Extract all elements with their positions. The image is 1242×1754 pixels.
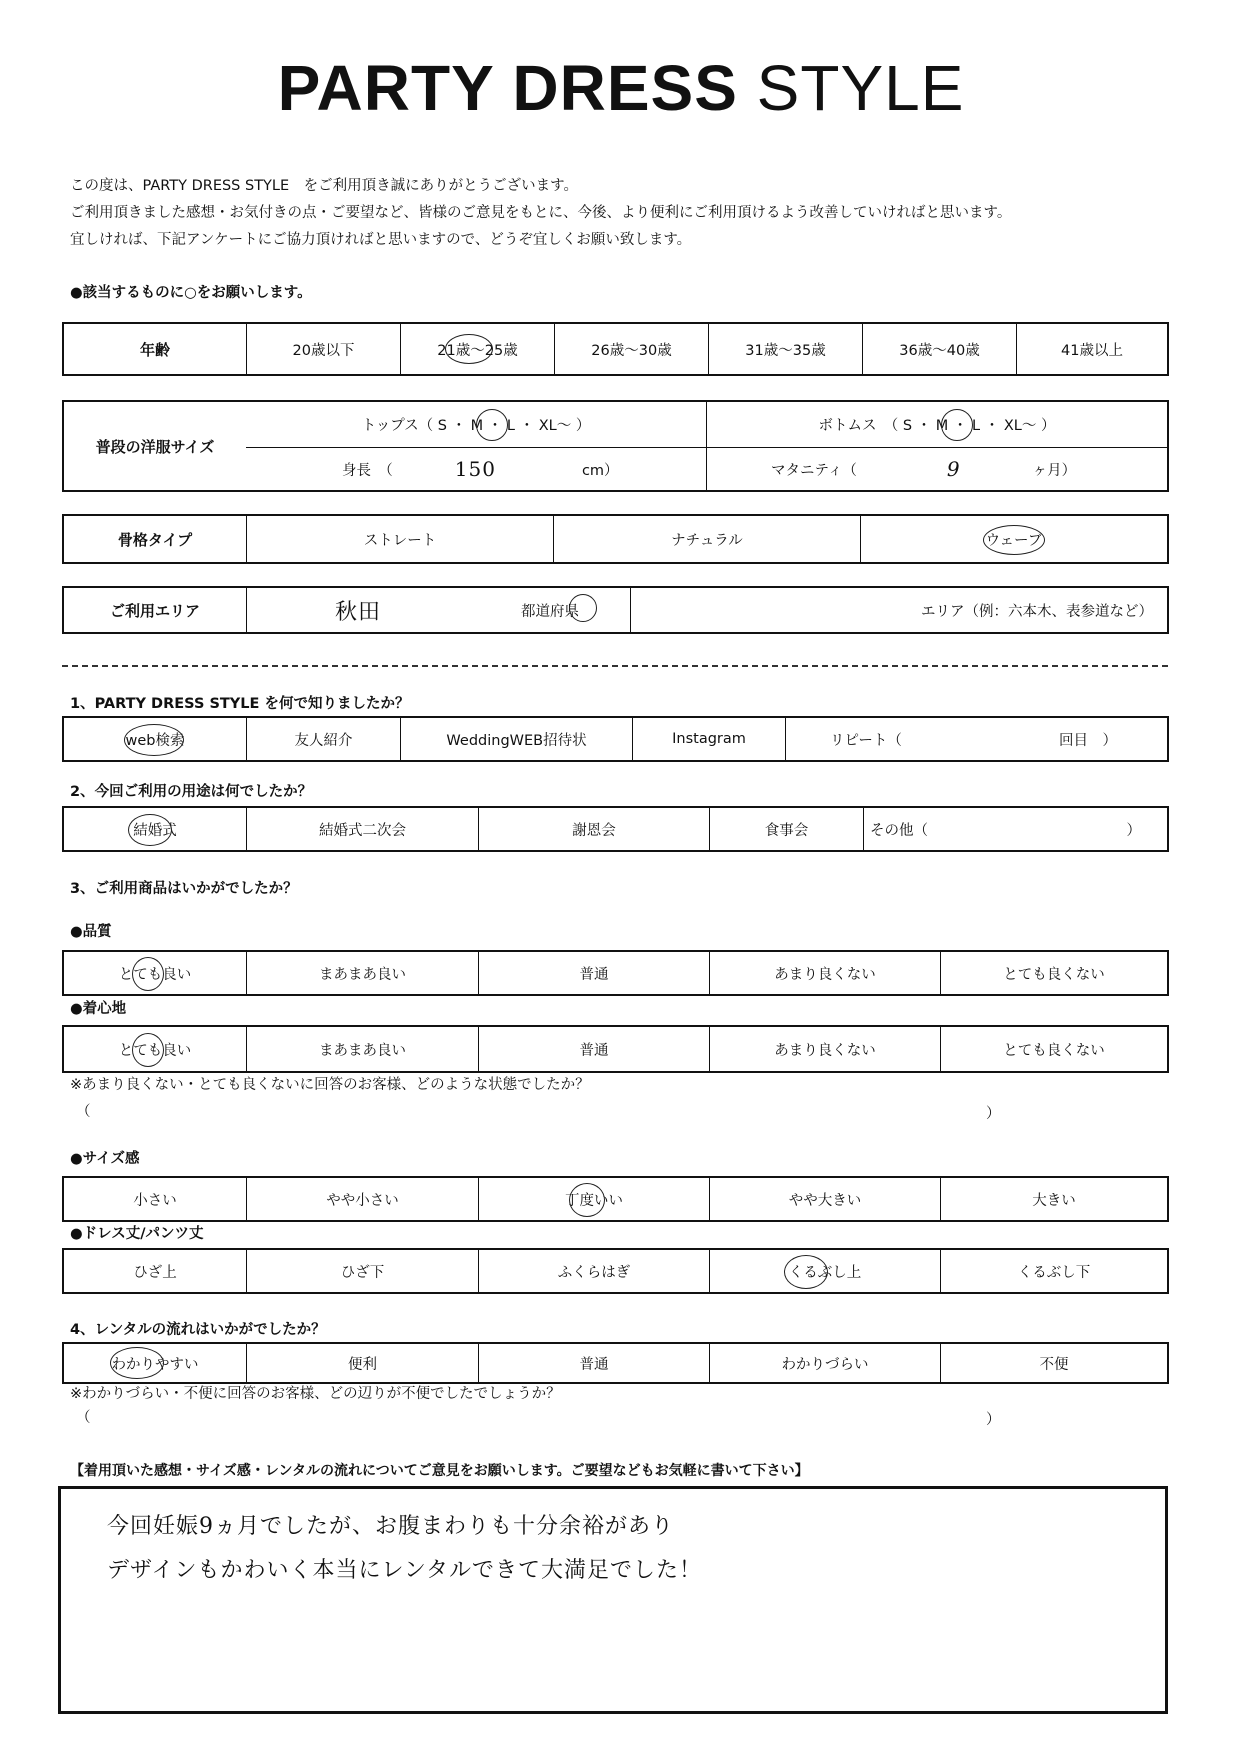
comfort-option-2[interactable]: まあまあ良い [246, 1027, 478, 1071]
logo-bold: PARTY DRESS [277, 52, 738, 124]
quality-label: ●品質 [70, 924, 112, 940]
selection-circle [476, 409, 508, 441]
comfort-note-close-paren: ） [986, 1106, 1001, 1122]
maternity-field[interactable] [706, 447, 1167, 490]
q4-table [62, 1342, 1169, 1384]
q1-repeat-label: リピート（ [830, 732, 902, 749]
maternity-label: マタニティ（ [771, 462, 857, 479]
q4-note: ※わかりづらい・不便に回答のお客様、どの辺りが不便でしたでしょうか？ [70, 1386, 561, 1402]
height-value: 150 [454, 457, 496, 481]
comfort-label: ●着心地 [70, 1001, 127, 1017]
q2-other-label: その他（ [870, 822, 928, 839]
q2-option-wedding-label: 結婚式 [133, 822, 177, 839]
length-option-4[interactable] [709, 1250, 940, 1292]
comments-title: 【着用頂いた感想・サイズ感・レンタルの流れについてご意見をお願いします。ご要望などもお気軽に書いて下さい】 [70, 1463, 809, 1479]
comfort-option-1-label: とても良い [118, 1042, 192, 1059]
age-option-2-label: 21歳～25歳 [437, 342, 518, 359]
q4-option-1-label: わかりやすい [111, 1356, 199, 1373]
fit-option-4[interactable]: やや大きい [709, 1178, 940, 1220]
selection-circle [941, 409, 973, 441]
age-option-5[interactable]: 36歳～40歳 [862, 324, 1016, 374]
length-table [62, 1248, 1169, 1294]
quality-table [62, 950, 1169, 996]
size-table [62, 400, 1169, 492]
length-option-1[interactable]: ひざ上 [133, 1264, 177, 1281]
height-field[interactable] [246, 447, 706, 490]
q4-option-3[interactable]: 普通 [478, 1344, 709, 1382]
selection-circle [128, 814, 172, 846]
body-type-natural[interactable]: ナチュラル [553, 516, 860, 562]
height-label: 身長 （ [342, 462, 393, 479]
bottoms-size-field[interactable] [706, 402, 1167, 447]
q2-option-dinner[interactable]: 食事会 [709, 808, 863, 850]
selection-circle [569, 594, 597, 622]
prefecture-value: 秋田 [335, 599, 382, 625]
fit-option-2[interactable]: やや小さい [246, 1178, 478, 1220]
prefecture-suffix [521, 600, 579, 621]
age-option-1[interactable]: 20歳以下 [246, 324, 400, 374]
comment-line-1: 今回妊娠9ヵ月でしたが、お腹まわりも十分余裕があり [107, 1514, 674, 1539]
selection-circle [445, 334, 493, 364]
q1-option-web-search[interactable] [64, 718, 246, 760]
body-type-wave[interactable] [860, 516, 1167, 562]
comfort-note: ※あまり良くない・とても良くないに回答のお客様、どのような状態でしたか？ [70, 1077, 590, 1093]
q3-title: 3、ご利用商品はいかがでしたか？ [70, 881, 298, 897]
q1-option-wedding-web[interactable]: WeddingWEB招待状 [400, 718, 632, 760]
maternity-unit: ヶ月） [1032, 462, 1077, 479]
q4-option-4[interactable]: わかりづらい [709, 1344, 940, 1382]
fit-option-1[interactable]: 小さい [133, 1192, 177, 1209]
length-option-4-label: くるぶし上 [788, 1264, 862, 1281]
q4-option-5[interactable]: 不便 [940, 1344, 1167, 1382]
quality-option-2[interactable]: まあまあ良い [246, 952, 478, 994]
brand-logo [0, 52, 1242, 124]
quality-option-4[interactable]: あまり良くない [709, 952, 940, 994]
q2-table [62, 806, 1169, 852]
q1-option-friend[interactable]: 友人紹介 [246, 718, 400, 760]
length-label: ●ドレス丈/パンツ丈 [70, 1226, 204, 1242]
comfort-option-1[interactable] [64, 1027, 246, 1071]
intro-line-1: この度は、PARTY DRESS STYLE をご利用頂き誠にありがとうございます。 [70, 178, 578, 194]
age-option-4[interactable]: 31歳～35歳 [708, 324, 862, 374]
q2-option-thanks-party[interactable]: 謝恩会 [478, 808, 709, 850]
selection-circle [132, 1033, 164, 1067]
q1-option-instagram[interactable]: Instagram [632, 718, 785, 760]
height-unit: cm） [581, 462, 619, 479]
body-type-table [62, 514, 1169, 564]
selection-circle [784, 1255, 828, 1289]
length-option-2[interactable]: ひざ下 [246, 1250, 478, 1292]
instruction: ●該当するものに○をお願いします。 [70, 285, 312, 301]
age-option-3[interactable]: 26歳～30歳 [554, 324, 708, 374]
comment-line-2: デザインもかわいく本当にレンタルできて大満足でした！ [107, 1558, 703, 1583]
fit-option-3[interactable] [478, 1178, 709, 1220]
separator-dashed [62, 665, 1168, 667]
q1-repeat-count-suffix: 回目 ） [1059, 732, 1117, 749]
fit-table [62, 1176, 1169, 1222]
body-type-straight[interactable]: ストレート [246, 516, 553, 562]
q4-option-1[interactable] [64, 1344, 246, 1382]
age-table [62, 322, 1169, 376]
comfort-table [62, 1025, 1169, 1073]
q1-title: 1、PARTY DRESS STYLE を何で知りましたか？ [70, 696, 410, 712]
age-option-2[interactable] [400, 324, 554, 374]
intro-line-2: ご利用頂きました感想・お気付きの点・ご要望など、皆様のご意見をもとに、今後、より便利にご利用頂けるよう改善していければと思います。 [70, 205, 1012, 221]
q2-other-close: ） [1126, 822, 1141, 839]
fit-option-5[interactable]: 大きい [940, 1178, 1167, 1220]
area-header: ご利用エリア [109, 601, 200, 620]
age-header: 年齢 [139, 340, 170, 359]
quality-option-1-label: とても良い [118, 966, 192, 983]
q2-title: 2、今回ご利用の用途は何でしたか？ [70, 784, 313, 800]
q2-option-after-party[interactable]: 結婚式二次会 [246, 808, 478, 850]
q4-option-2[interactable]: 便利 [246, 1344, 478, 1382]
tops-size-field[interactable] [246, 402, 706, 447]
size-header: 普段の洋服サイズ [95, 437, 215, 456]
quality-option-3[interactable]: 普通 [478, 952, 709, 994]
q2-option-other[interactable] [863, 808, 1167, 850]
selection-circle [983, 525, 1045, 555]
maternity-value: 9 [946, 457, 961, 481]
quality-option-5[interactable]: とても良くない [940, 952, 1167, 994]
comments-box[interactable] [58, 1486, 1168, 1714]
selection-circle [132, 957, 164, 991]
q1-option-web-search-label: web検索 [125, 732, 185, 749]
q1-table [62, 716, 1169, 762]
length-option-3[interactable]: ふくらはぎ [478, 1250, 709, 1292]
comfort-option-5[interactable]: とても良くない [940, 1027, 1167, 1071]
fit-option-3-label: 丁度いい [565, 1192, 623, 1209]
fit-label: ●サイズ感 [70, 1151, 140, 1167]
comfort-option-4[interactable]: あまり良くない [709, 1027, 940, 1071]
q4-note-close-paren: ） [986, 1412, 1001, 1428]
age-option-6[interactable]: 41歳以上 [1016, 324, 1167, 374]
comfort-note-open-paren: （ [76, 1104, 91, 1120]
quality-option-1[interactable] [64, 952, 246, 994]
area-table [62, 586, 1169, 634]
body-type-header: 骨格タイプ [117, 530, 193, 549]
prefecture-field[interactable] [246, 588, 630, 632]
q1-option-repeat[interactable] [785, 718, 1167, 760]
bottoms-size-label: ボトムス （ S ・ M ・ L ・ XL～ ） [818, 418, 1056, 434]
prefecture-suffix-label: 都道府県 [521, 603, 580, 620]
selection-circle [124, 724, 184, 756]
body-type-wave-label: ウェーブ [985, 532, 1043, 549]
comfort-option-3[interactable]: 普通 [478, 1027, 709, 1071]
q2-option-wedding[interactable] [64, 808, 246, 850]
intro-line-3: 宜しければ、下記アンケートにご協力頂ければと思いますので、どうぞ宜しくお願い致します。 [70, 232, 692, 248]
q4-note-open-paren: （ [76, 1410, 91, 1426]
q4-title: 4、レンタルの流れはいかがでしたか？ [70, 1322, 326, 1338]
tops-size-label: トップス（ S ・ M ・ L ・ XL～ ） [361, 418, 591, 434]
logo-light: STYLE [756, 52, 965, 124]
selection-circle [110, 1347, 164, 1379]
selection-circle [569, 1183, 605, 1217]
length-option-5[interactable]: くるぶし下 [940, 1250, 1167, 1292]
area-hint-field[interactable]: エリア（例：六本木、表参道など） [630, 588, 1167, 632]
